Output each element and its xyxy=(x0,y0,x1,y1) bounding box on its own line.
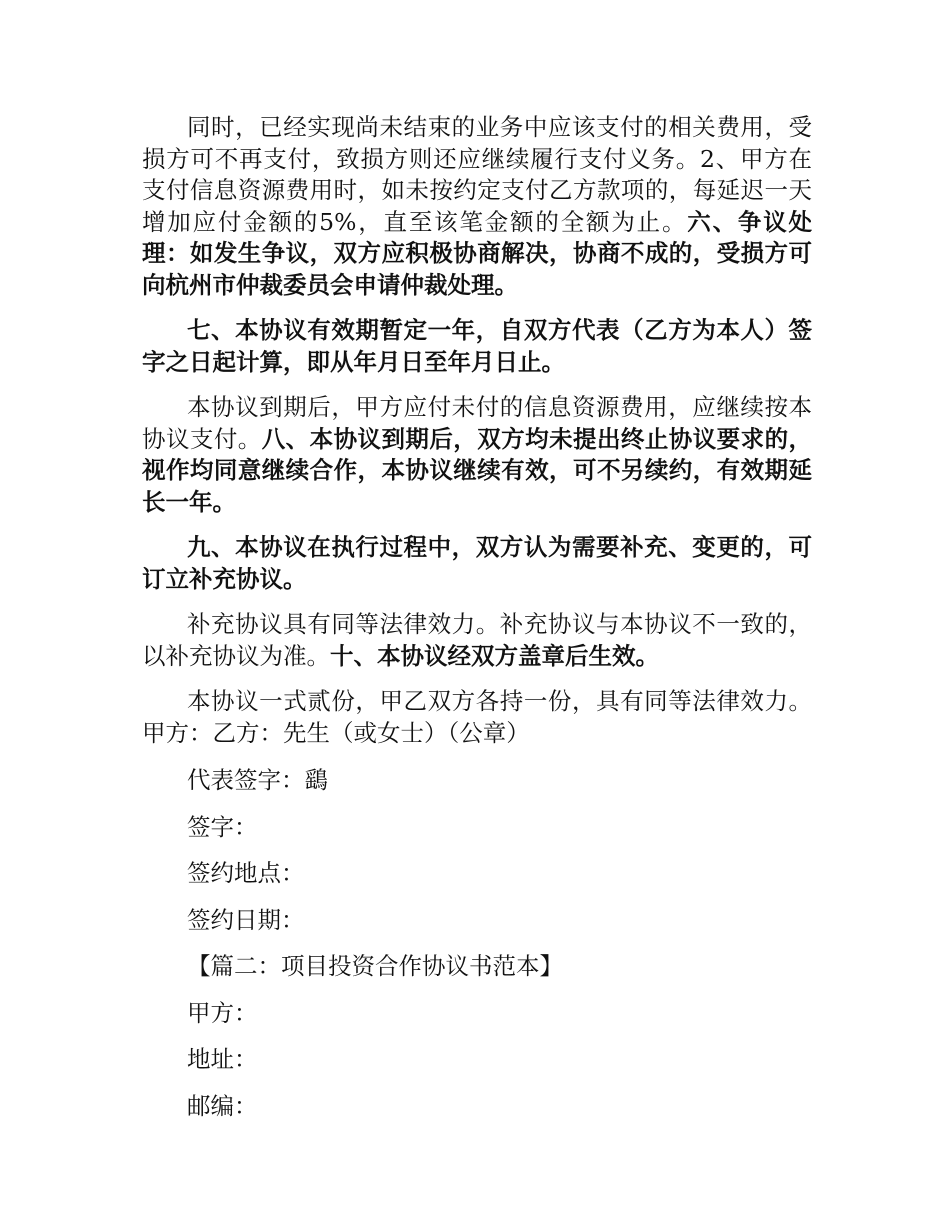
paragraph-payment-and-dispute xyxy=(142,112,812,301)
document-page xyxy=(142,112,812,1137)
paragraph-expiry-and-renewal xyxy=(142,392,812,518)
validity-clause-text: 七、本协议有效期暂定一年，自双方代表（乙方为本人）签字之日起计算，即从年月日至年月日止。 xyxy=(142,316,812,376)
section-heading-part-two: 【篇二：项目投资合作协议书范本】 xyxy=(187,952,563,980)
copies-parties-text: 本协议一式贰份，甲乙双方各持一份，具有同等法律效力。甲方：乙方：先生（或女士）（公章） xyxy=(142,687,812,747)
renewal-clause-text: 八、本协议到期后，双方均未提出终止协议要求的，视作均同意继续合作，本协议继续有效，可不另续约，有效期延长一年。 xyxy=(142,424,813,516)
signing-location-line: 签约地点： xyxy=(187,859,305,887)
party-a-line: 甲方： xyxy=(187,998,258,1027)
paragraph-supplement-effect xyxy=(142,609,812,672)
payment-terms-text: 同时，已经实现尚未结束的业务中应该支付的相关费用，受损方可不再支付，致损方则还应继续履行支付义务。2、甲方在支付信息资源费用时，如未按约定支付乙方款项的，每延迟一天增加应付金额的5%，直至该笔金额的全额为止。 xyxy=(142,113,812,236)
expiry-payment-text: 本协议到期后，甲方应付未付的信息资源费用，应继续按本协议支付。 xyxy=(142,393,812,453)
postal-code-line: 邮编： xyxy=(187,1091,258,1120)
address-line: 地址： xyxy=(187,1045,258,1073)
signing-date-line: 签约日期： xyxy=(187,905,305,934)
validity-clause xyxy=(142,315,812,378)
effective-clause-text: 十、本协议经双方盖章后生效。 xyxy=(330,641,659,670)
dispute-clause-heading: 六、争议处理：如发生争议，双方应积极协商解决，协商不成的，受损方可向杭州市仲裁委员会申请仲裁处理。 xyxy=(142,207,813,299)
supplement-clause xyxy=(142,532,812,595)
supplement-effect-text: 补充协议具有同等法律效力。补充协议与本协议不一致的，以补充协议为准。 xyxy=(142,610,812,670)
supplement-clause-text: 九、本协议在执行过程中，双方认为需要补充、变更的，可订立补充协议。 xyxy=(142,533,812,593)
representative-signature-line: 代表签字：鷂 xyxy=(187,766,328,794)
signature-line: 签字： xyxy=(187,812,258,841)
paragraph-copies-and-parties xyxy=(142,686,812,749)
